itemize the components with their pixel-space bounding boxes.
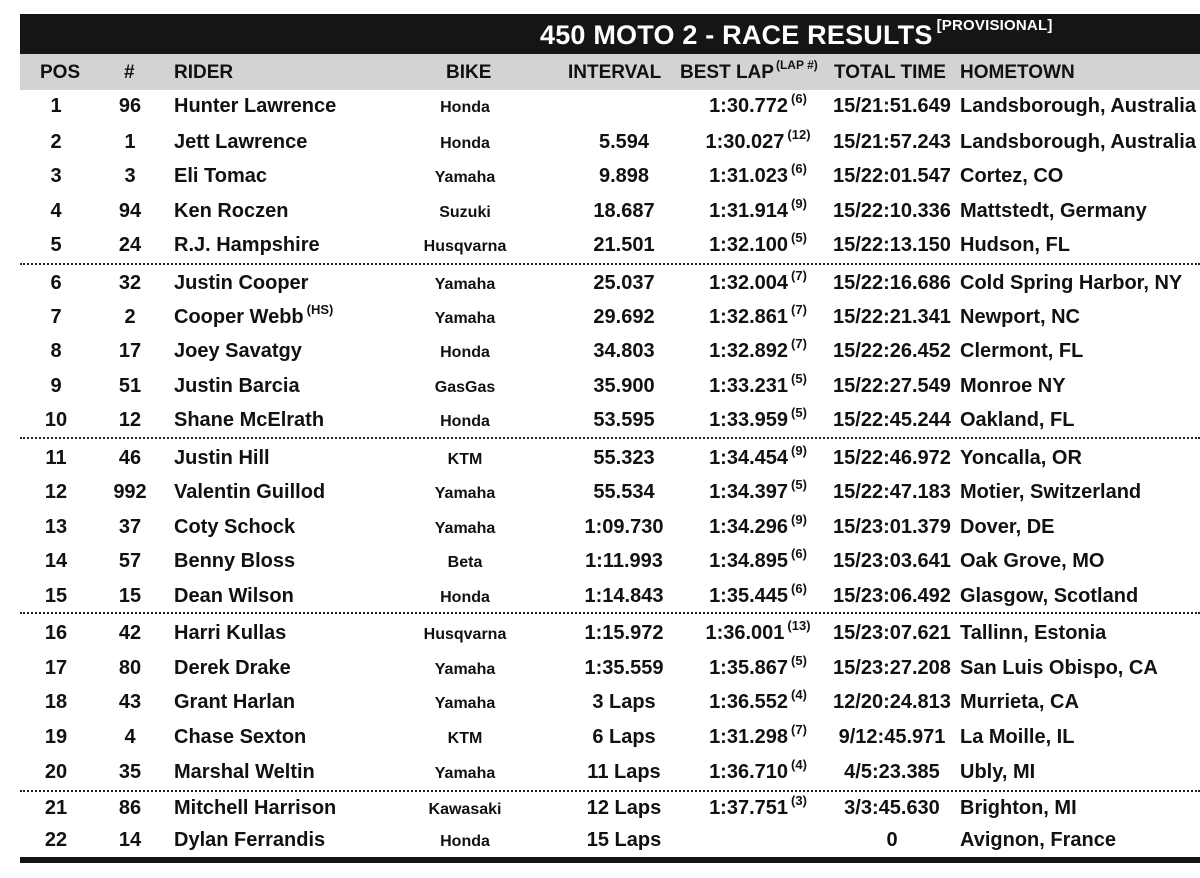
hometown-cell: Newport, NC (960, 306, 1080, 328)
header-best-lap-label: BEST LAP (680, 62, 774, 83)
rider-note: (HS) (306, 302, 334, 317)
bike-cell: Yamaha (434, 661, 496, 678)
total-time-cell: 15/23:27.208 (833, 657, 951, 679)
pos-cell: 10 (44, 409, 68, 431)
number-cell: 80 (118, 657, 142, 679)
rider-cell (174, 234, 323, 257)
pos-cell: 9 (50, 375, 62, 397)
bike-cell: Suzuki (439, 204, 491, 221)
rider-name: Grant Harlan (174, 691, 296, 713)
best-lap-number: (7) (791, 722, 807, 737)
interval-cell: 5.594 (598, 131, 650, 153)
best-lap-number: (5) (791, 371, 807, 386)
bike-cell: Yamaha (434, 485, 496, 502)
interval-cell: 15 Laps (586, 829, 662, 851)
rider-cell (174, 726, 309, 749)
pos-cell: 7 (50, 306, 62, 328)
table-row (20, 824, 1200, 858)
pos-cell: 4 (50, 200, 62, 222)
bike-cell: Honda (440, 135, 490, 152)
bike-cell: Beta (447, 554, 483, 571)
table-row (20, 195, 1200, 229)
total-time-cell: 3/3:45.630 (844, 797, 940, 819)
interval-cell: 34.803 (593, 340, 655, 362)
best-lap-number: (4) (791, 687, 807, 702)
bike-cell: Honda (440, 99, 490, 116)
table-row (20, 756, 1200, 790)
number-cell: 992 (113, 481, 147, 503)
number-cell: 14 (118, 829, 142, 851)
interval-cell: 55.323 (593, 447, 655, 469)
title-bar (20, 14, 1200, 54)
interval-cell: 12 Laps (586, 797, 662, 819)
best-lap-cell (682, 302, 834, 329)
pos-cell: 19 (44, 726, 68, 748)
pos-cell: 1 (50, 95, 62, 117)
rider-name: Chase Sexton (174, 726, 307, 748)
total-time-cell: 15/22:01.547 (833, 165, 951, 187)
table-header (20, 54, 1200, 90)
rider-cell (174, 516, 298, 539)
header-pos: POS (40, 62, 81, 83)
best-lap-time: 1:34.397 (709, 481, 789, 503)
rider-name: Hunter Lawrence (174, 95, 337, 117)
header-best-lap (680, 58, 818, 84)
rider-cell (174, 165, 270, 188)
pos-cell: 6 (50, 272, 62, 294)
hometown-cell: Clermont, FL (960, 340, 1084, 362)
table-row (20, 126, 1200, 160)
rider-name: R.J. Hampshire (174, 234, 320, 256)
rider-cell (174, 829, 328, 852)
best-lap-cell (682, 722, 834, 749)
best-lap-time: 1:31.023 (709, 165, 789, 187)
interval-cell: 6 Laps (592, 726, 656, 748)
best-lap-number: (6) (791, 161, 807, 176)
best-lap-cell (682, 127, 834, 154)
rider-cell (174, 585, 297, 608)
hometown-cell: Monroe NY (960, 375, 1066, 397)
total-time-cell: 15/21:51.649 (833, 95, 951, 117)
interval-cell: 35.900 (593, 375, 655, 397)
hometown-cell: San Luis Obispo, CA (960, 657, 1158, 679)
number-cell: 17 (118, 340, 142, 362)
best-lap-cell (682, 687, 834, 714)
pos-cell: 13 (44, 516, 68, 538)
best-lap-cell (682, 230, 834, 257)
number-cell: 12 (118, 409, 142, 431)
hometown-cell: Yoncalla, OR (960, 447, 1082, 469)
best-lap-cell (682, 405, 834, 432)
rider-cell (174, 272, 311, 295)
table-row (20, 267, 1200, 301)
header-interval: INTERVAL (568, 62, 662, 83)
best-lap-cell (682, 196, 834, 223)
number-cell: 35 (118, 761, 142, 783)
bike-cell: Honda (440, 344, 490, 361)
rider-name: Mitchell Harrison (174, 797, 337, 819)
bike-cell: GasGas (434, 379, 496, 396)
best-lap-cell (682, 477, 834, 504)
best-lap-number: (6) (791, 546, 807, 561)
best-lap-time: 1:34.296 (709, 516, 789, 538)
pos-cell: 8 (50, 340, 62, 362)
rider-cell (174, 550, 298, 573)
hometown-cell: Glasgow, Scotland (960, 585, 1139, 607)
number-cell: 42 (118, 622, 142, 644)
best-lap-number: (5) (791, 477, 807, 492)
bike-cell: Yamaha (434, 276, 496, 293)
pos-cell: 18 (44, 691, 68, 713)
best-lap-time: 1:36.001 (705, 622, 785, 644)
number-cell: 24 (118, 234, 142, 256)
pos-cell: 16 (44, 622, 68, 644)
hometown-cell: Cold Spring Harbor, NY (960, 272, 1183, 294)
table-row (20, 229, 1200, 263)
best-lap-number: (9) (791, 196, 807, 211)
total-time-cell: 15/23:03.641 (833, 550, 951, 572)
rider-cell (174, 481, 328, 504)
interval-cell: 21.501 (593, 234, 655, 256)
pos-cell: 3 (50, 165, 62, 187)
rider-name: Marshal Weltin (174, 761, 315, 783)
rider-name: Benny Bloss (174, 550, 296, 572)
table-row (20, 617, 1200, 651)
rider-name: Coty Schock (174, 516, 296, 538)
number-cell: 96 (118, 95, 142, 117)
number-cell: 2 (124, 306, 136, 328)
best-lap-number: (6) (791, 581, 807, 596)
best-lap-number: (5) (791, 653, 807, 668)
best-lap-cell (682, 268, 834, 295)
pos-cell: 2 (50, 131, 62, 153)
bike-cell: KTM (447, 451, 483, 468)
interval-cell: 1:35.559 (584, 657, 664, 679)
total-time-cell: 9/12:45.971 (838, 726, 946, 748)
best-lap-cell (682, 512, 834, 539)
interval-cell: 1:11.993 (585, 550, 663, 572)
best-lap-time: 1:34.895 (709, 550, 789, 572)
best-lap-cell (682, 653, 834, 680)
best-lap-cell (682, 371, 834, 398)
table-row (20, 580, 1200, 614)
bike-cell: Yamaha (434, 169, 496, 186)
pos-cell: 20 (44, 761, 68, 783)
best-lap-cell (682, 336, 834, 363)
pos-cell: 15 (44, 585, 68, 607)
hometown-cell: Tallinn, Estonia (960, 622, 1107, 644)
number-cell: 37 (118, 516, 142, 538)
best-lap-time: 1:33.231 (709, 375, 789, 397)
pos-cell: 14 (44, 550, 68, 572)
best-lap-time: 1:32.004 (709, 272, 789, 294)
best-lap-number: (5) (791, 405, 807, 420)
hometown-cell: Landsborough, Australia (960, 131, 1196, 153)
hometown-cell: Motier, Switzerland (960, 481, 1142, 503)
table-row (20, 652, 1200, 686)
number-cell: 15 (118, 585, 142, 607)
best-lap-cell (682, 757, 834, 784)
number-cell: 4 (124, 726, 136, 748)
total-time-cell: 15/22:21.341 (833, 306, 951, 328)
interval-cell: 1:09.730 (584, 516, 664, 538)
hometown-cell: Murrieta, CA (960, 691, 1079, 713)
rider-name: Justin Hill (174, 447, 270, 469)
interval-cell: 53.595 (593, 409, 655, 431)
total-time-cell: 15/22:45.244 (833, 409, 951, 431)
number-cell: 57 (118, 550, 142, 572)
table-row (20, 686, 1200, 720)
best-lap-cell (682, 91, 834, 118)
rider-cell (174, 409, 327, 432)
table-row (20, 545, 1200, 579)
rider-cell (174, 340, 305, 363)
header-total-time: TOTAL TIME (834, 62, 946, 83)
rider-name: Cooper Webb (174, 306, 304, 328)
header-num: # (124, 62, 135, 83)
rider-name: Derek Drake (174, 657, 291, 679)
rider-name: Harri Kullas (174, 622, 287, 644)
best-lap-number: (4) (791, 757, 807, 772)
total-time-cell: 15/23:07.621 (833, 622, 951, 644)
hometown-cell: La Moille, IL (960, 726, 1075, 748)
hometown-cell: Oakland, FL (960, 409, 1075, 431)
pos-cell: 17 (44, 657, 68, 679)
total-time-cell: 15/21:57.243 (833, 131, 951, 153)
bike-cell: Husqvarna (423, 238, 507, 255)
group-divider (20, 790, 1200, 792)
rider-name: Justin Cooper (174, 272, 309, 294)
interval-cell: 3 Laps (592, 691, 656, 713)
best-lap-number: (9) (791, 443, 807, 458)
rider-cell (174, 302, 334, 329)
bike-cell: Yamaha (434, 310, 496, 327)
rider-cell (174, 375, 303, 398)
rider-name: Shane McElrath (174, 409, 325, 431)
best-lap-time: 1:34.454 (709, 447, 789, 469)
group-divider (20, 437, 1200, 439)
header-bike: BIKE (446, 62, 492, 83)
header-lap-num: (LAP #) (775, 58, 818, 72)
table-row (20, 160, 1200, 194)
bike-cell: Honda (440, 589, 490, 606)
best-lap-time: 1:35.867 (709, 657, 789, 679)
table-row (20, 370, 1200, 404)
best-lap-cell (682, 829, 834, 852)
total-time-cell: 15/22:10.336 (833, 200, 951, 222)
total-time-cell: 15/22:13.150 (833, 234, 951, 256)
best-lap-cell (682, 581, 834, 608)
rider-cell (174, 95, 339, 118)
number-cell: 1 (124, 131, 136, 153)
interval-cell: 11 Laps (587, 761, 661, 783)
bike-cell: KTM (447, 730, 483, 747)
bike-cell: Honda (440, 833, 490, 850)
hometown-cell: Brighton, MI (960, 797, 1077, 819)
best-lap-time: 1:32.861 (709, 306, 789, 328)
rider-name: Dean Wilson (174, 585, 294, 607)
rider-name: Dylan Ferrandis (174, 829, 326, 851)
best-lap-time: 1:32.892 (709, 340, 789, 362)
rider-name: Ken Roczen (174, 200, 289, 222)
table-row (20, 476, 1200, 510)
number-cell: 51 (118, 375, 142, 397)
hometown-cell: Avignon, France (960, 829, 1116, 851)
number-cell: 86 (118, 797, 142, 819)
best-lap-number: (12) (787, 127, 811, 142)
rider-name: Jett Lawrence (174, 131, 308, 153)
pos-cell: 11 (45, 447, 67, 469)
header-hometown: HOMETOWN (960, 62, 1075, 83)
best-lap-time: 1:30.772 (709, 95, 789, 117)
rider-cell (174, 131, 310, 154)
pos-cell: 21 (44, 797, 68, 819)
best-lap-number: (13) (787, 618, 811, 633)
hometown-cell: Hudson, FL (960, 234, 1070, 256)
best-lap-number: (3) (791, 793, 807, 808)
interval-cell: 1:14.843 (584, 585, 664, 607)
best-lap-number: (5) (791, 230, 807, 245)
page-title (540, 17, 1053, 51)
number-cell: 32 (118, 272, 142, 294)
table-row (20, 511, 1200, 545)
best-lap-time: 1:31.298 (709, 726, 789, 748)
total-time-cell: 15/23:01.379 (833, 516, 951, 538)
best-lap-cell (682, 618, 834, 645)
rider-cell (174, 200, 291, 223)
bike-cell: Husqvarna (423, 626, 507, 643)
interval-cell: 29.692 (593, 306, 655, 328)
total-time-cell: 15/22:16.686 (833, 272, 951, 294)
rider-cell (174, 761, 318, 784)
title-provisional: [PROVISIONAL] (936, 17, 1053, 34)
bike-cell: Kawasaki (428, 801, 502, 818)
rider-cell (174, 691, 298, 714)
best-lap-cell (682, 793, 834, 820)
interval-cell: 25.037 (593, 272, 655, 294)
bike-cell: Yamaha (434, 520, 496, 537)
best-lap-number: (7) (791, 302, 807, 317)
bike-cell: Yamaha (434, 765, 496, 782)
hometown-cell: Dover, DE (960, 516, 1055, 538)
bike-cell: Yamaha (434, 695, 496, 712)
best-lap-time: 1:37.751 (709, 797, 789, 819)
group-divider (20, 263, 1200, 265)
pos-cell: 12 (44, 481, 68, 503)
best-lap-time: 1:30.027 (705, 131, 785, 153)
hometown-cell: Ubly, MI (960, 761, 1036, 783)
table-row (20, 721, 1200, 755)
bike-cell: Honda (440, 413, 490, 430)
best-lap-number: (7) (791, 268, 807, 283)
rider-cell (174, 447, 273, 470)
rider-cell (174, 622, 289, 645)
table-row (20, 301, 1200, 335)
total-time-cell: 15/22:27.549 (833, 375, 951, 397)
interval-cell: 9.898 (598, 165, 650, 187)
rider-name: Valentin Guillod (174, 481, 326, 503)
interval-cell: 1:15.972 (584, 622, 664, 644)
rider-name: Eli Tomac (174, 165, 267, 187)
total-time-cell: 4/5:23.385 (844, 761, 940, 783)
number-cell: 46 (118, 447, 142, 469)
best-lap-time: 1:32.100 (709, 234, 789, 256)
rider-name: Justin Barcia (174, 375, 300, 397)
group-divider (20, 612, 1200, 614)
total-time-cell: 15/22:26.452 (833, 340, 951, 362)
interval-cell: 18.687 (593, 200, 655, 222)
number-cell: 43 (118, 691, 142, 713)
number-cell: 94 (118, 200, 142, 222)
table-row (20, 792, 1200, 826)
table-row (20, 404, 1200, 438)
hometown-cell: Landsborough, Australia (960, 95, 1196, 117)
pos-cell: 22 (44, 829, 68, 851)
best-lap-number: (6) (791, 91, 807, 106)
best-lap-cell (682, 443, 834, 470)
total-time-cell: 12/20:24.813 (833, 691, 951, 713)
best-lap-cell (682, 546, 834, 573)
hometown-cell: Oak Grove, MO (960, 550, 1105, 572)
title-main: 450 MOTO 2 - RACE RESULTS (540, 20, 933, 50)
bottom-rule (20, 857, 1200, 863)
best-lap-time: 1:33.959 (709, 409, 789, 431)
hometown-cell: Mattstedt, Germany (960, 200, 1147, 222)
header-rider: RIDER (174, 62, 234, 83)
best-lap-number: (9) (791, 512, 807, 527)
rider-name: Joey Savatgy (174, 340, 302, 362)
best-lap-number: (7) (791, 336, 807, 351)
best-lap-cell (682, 161, 834, 188)
pos-cell: 5 (50, 234, 62, 256)
best-lap-time: 1:36.710 (709, 761, 789, 783)
best-lap-time: 1:36.552 (709, 691, 789, 713)
hometown-cell: Cortez, CO (960, 165, 1064, 187)
best-lap-time: 1:35.445 (709, 585, 789, 607)
table-row (20, 90, 1200, 124)
best-lap-time: 1:31.914 (709, 200, 789, 222)
table-row (20, 442, 1200, 476)
interval-cell: 55.534 (593, 481, 655, 503)
number-cell: 3 (124, 165, 136, 187)
total-time-cell: 0 (886, 829, 898, 851)
rider-cell (174, 657, 294, 680)
total-time-cell: 15/22:47.183 (833, 481, 951, 503)
total-time-cell: 15/22:46.972 (833, 447, 951, 469)
rider-cell (174, 797, 339, 820)
total-time-cell: 15/23:06.492 (833, 585, 951, 607)
table-row (20, 335, 1200, 369)
